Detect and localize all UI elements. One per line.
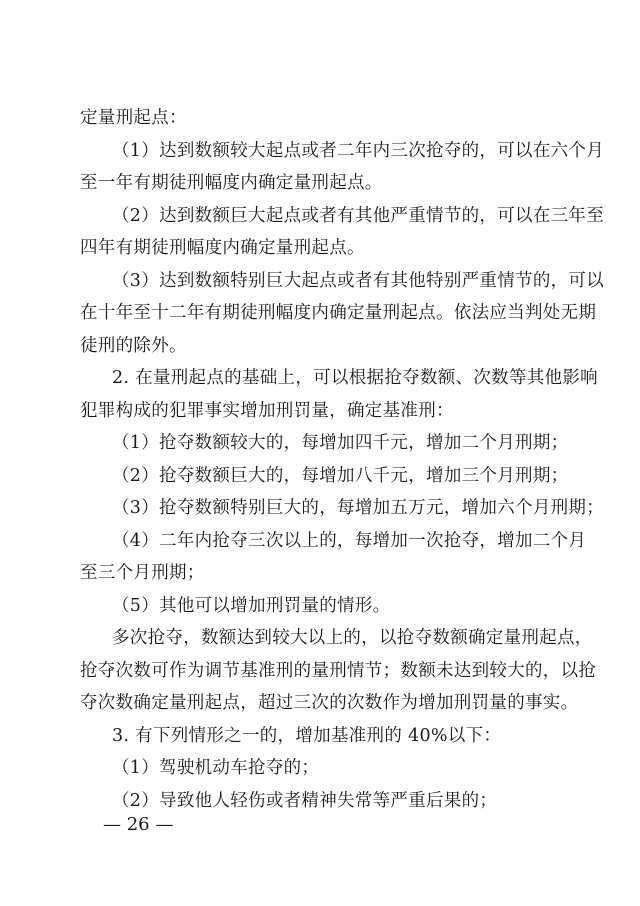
text-line: 至一年有期徒刑幅度内确定量刑起点。 [80, 173, 383, 193]
text-line: 在十年至十二年有期徒刑幅度内确定量刑起点。依法应当判处无期 [80, 303, 597, 323]
text-line: （1）抢夺数额较大的，每增加四千元，增加二个月刑期； [112, 433, 569, 453]
text-line: （2）达到数额巨大起点或者有其他严重情节的，可以在三年至 [112, 206, 605, 226]
text-line: （3）达到数额特别巨大起点或者有其他特别严重情节的，可以 [112, 271, 605, 291]
text-line: 四年有期徒刑幅度内确定量刑起点。 [80, 238, 365, 258]
text-line: （1）驾驶机动车抢夺的； [112, 758, 320, 778]
text-line: （2）抢夺数额巨大的，每增加八千元，增加三个月刑期； [112, 466, 569, 486]
text-line: 抢夺次数可作为调节基准刑的量刑情节；数额未达到较大的，以抢 [80, 661, 597, 681]
text-line: 犯罪构成的犯罪事实增加刑罚量，确定基准刑： [80, 401, 454, 421]
text-line: （1）达到数额较大起点或者二年内三次抢夺的，可以在六个月 [112, 141, 605, 161]
text-line: 定量刑起点： [80, 108, 187, 128]
text-line: （3）抢夺数额特别巨大的，每增加五万元，增加六个月刑期； [112, 498, 605, 518]
text-line: 3. 有下列情形之一的，增加基准刑的 40%以下： [112, 726, 502, 746]
text-line: 夺次数确定量刑起点，超过三次的次数作为增加刑罚量的事实。 [80, 693, 579, 713]
text-line: 徒刑的除外。 [80, 336, 187, 356]
text-line: （5）其他可以增加刑罚量的情形。 [112, 596, 391, 616]
text-line: 多次抢夺，数额达到较大以上的，以抢夺数额确定量刑起点， [112, 628, 593, 648]
text-line: （4）二年内抢夺三次以上的，每增加一次抢夺，增加二个月 [112, 531, 587, 551]
text-line: 2. 在量刑起点的基础上，可以根据抢夺数额、次数等其他影响 [112, 368, 598, 388]
text-line: （2）导致他人轻伤或者精神失常等严重后果的； [112, 791, 498, 811]
page-number: — 26 — [103, 814, 174, 835]
text-line: 至三个月刑期； [80, 563, 205, 583]
